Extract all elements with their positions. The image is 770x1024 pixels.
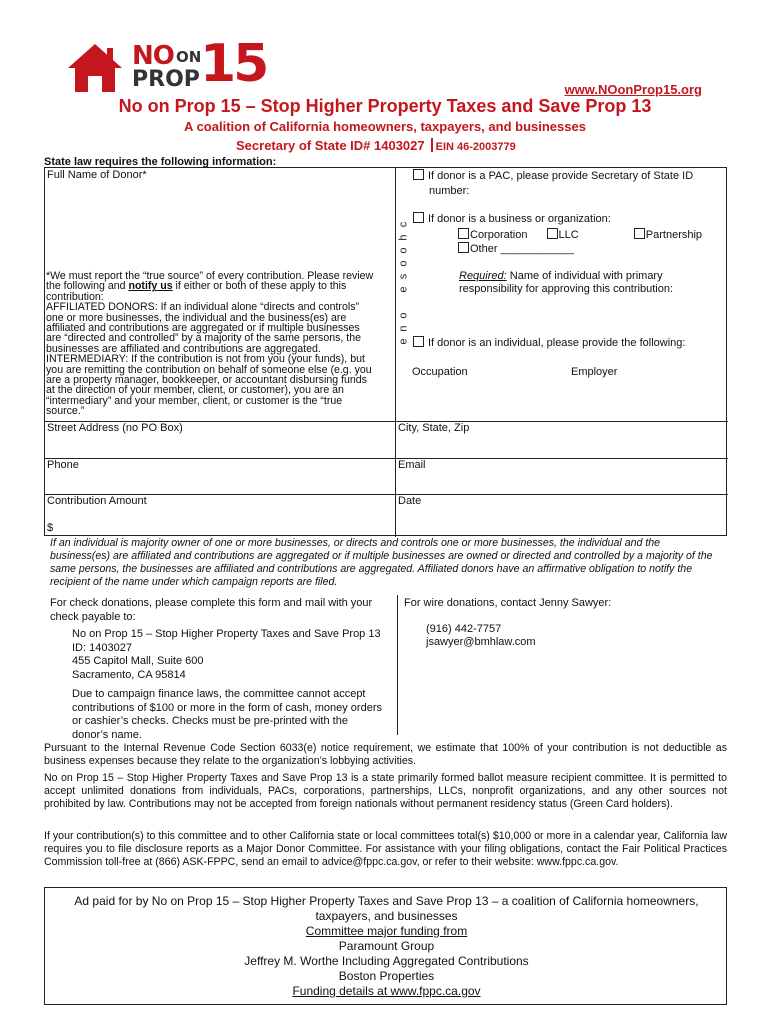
partnership-label: Partnership (645, 229, 703, 241)
phone-label: Phone (47, 459, 79, 471)
required-label: Required: (459, 270, 507, 282)
payment-divider (397, 595, 398, 735)
wire-donations: For wire donations, contact Jenny Sawyer: (916) 442-7757 jsawyer@bmhlaw.com (404, 597, 724, 650)
employer-label: Employer (571, 366, 618, 378)
individual-checkbox[interactable] (413, 336, 424, 347)
business-type-row (458, 228, 702, 242)
required-note (459, 270, 673, 296)
house-logo-icon (66, 42, 124, 94)
city-state-zip-field[interactable] (397, 436, 724, 456)
amount-field[interactable] (58, 520, 391, 535)
funding-details-link[interactable]: Funding details at www.fppc.ca.gov (292, 984, 481, 998)
row-divider (45, 494, 728, 495)
divider (431, 138, 433, 152)
other-row (458, 242, 574, 256)
page-title: No on Prop 15 – Stop Higher Property Taxes and Save Prop 13 (118, 96, 652, 116)
wire-phone: (916) 442-7757 (426, 622, 502, 635)
irs-notice: Pursuant to the Internal Revenue Code Section 6033(e) notice requirement, we estimate that 100% of your contribution is not deductible as business expenses because they relate to the organization’s lobbying activities. (44, 742, 727, 767)
row-divider (45, 458, 728, 459)
occupation-label: Occupation (412, 366, 468, 378)
disclosure-notice: If your contribution(s) to this committee and to other California state or local committees total(s) $10,000 or more in a calendar year, California law requires you to file disclosure reports as a Major Donor Committee. For assistance with your filing obligations, contact the Fair Political Practices Commission toll-free at (866) ASK-FPPC, send an email to advice@fppc.ca.gov, or refer to their website: www.fppc.ca.gov. (44, 830, 727, 868)
business-label: If donor is a business or organization: (428, 213, 611, 225)
date-field[interactable] (397, 509, 724, 535)
affiliated-note: If an individual is majority owner of one or more businesses, or directs and controls one or more businesses, the individual and the business(es) are affiliated and contributions are aggregated or if multiple businesses are owned or directed and controlled by a majority of the same persons, the businesses are affiliated and contributions are aggregated. Affiliated donors have an affirmative obligation to notify the recipient of the name under which campaign reports are filed. (50, 537, 713, 588)
email-field[interactable] (397, 473, 724, 491)
business-option (413, 212, 611, 226)
mailing-name: No on Prop 15 – Stop Higher Property Taxes and Save Prop 13 (72, 628, 381, 640)
dollar-sign: $ (47, 522, 54, 534)
sos-id: Secretary of State ID# 1403027 (236, 138, 425, 153)
llc-checkbox[interactable] (547, 228, 558, 239)
date-label: Date (398, 495, 422, 507)
business-checkbox[interactable] (413, 212, 424, 223)
individual-label: If donor is an individual, please provide the following: (428, 337, 686, 349)
other-label: Other (470, 243, 498, 255)
wire-email: jsawyer@bmhlaw.com (426, 636, 536, 648)
logo-number: 15 (200, 34, 267, 94)
required-text-cont: responsibility for approving this contribution: (459, 283, 674, 295)
city-state-zip-label: City, State, Zip (398, 422, 470, 434)
paid-for-disclaimer: Ad paid for by No on Prop 15 – Stop Higher Property Taxes and Save Prop 13 – a coalition of California homeowners, taxpayers, and businesses Committee major funding from Paramount Group Jeffrey M. Worthe Including Aggregated Contributions Boston Properties Funding details at www.fppc.ca.gov (44, 887, 727, 1005)
phone-field[interactable] (46, 473, 391, 491)
committee-notice: No on Prop 15 – Stop Higher Property Taxes and Save Prop 13 is a state primarily formed ballot measure recipient committee. It is permitted to accept unlimited donations from individuals, PACs, corporations, partnerships, LLCs, nonprofit organizations, and any other sources not prohibited by law. Contributions may not be accepted from foreign nationals without permanent residency status (Green Card holders). (44, 772, 727, 810)
pac-option (413, 169, 718, 199)
ein: EIN 46-2003779 (435, 141, 516, 153)
logo-prop-text: PROP (132, 67, 200, 92)
other-field[interactable]: ____________ (500, 243, 574, 255)
llc-label: LLC (558, 229, 579, 241)
true-source-notice: *We must report the “true source” of every contribution. Please review the following and notify us if either or both of these apply to this contribution: AFFILIATED DONORS: If an individual alone “directs and controls” one or more businesses, the individual and the business(es) are affiliated and contributions are aggregated or if multiple businesses are “directed and controlled” by a majority of the same persons, the businesses are affiliated and contributions are aggregated. INTERMEDIARY: If the contribution is not from you (your funds), but you are remitting the contribution on behalf of someone else (e.g. you are a property manager, bookkeeper, or accountant disbursing funds at the direction of your member, client, or customer), you are an “intermediary” and your member, client, or customer is the “true source.” (46, 270, 374, 418)
pac-label-cont: number: (429, 185, 470, 197)
column-divider (395, 168, 396, 537)
email-label: Email (398, 459, 426, 471)
individual-option (413, 336, 685, 349)
pac-label: If donor is a PAC, please provide Secretary of State ID (428, 170, 694, 182)
street-address-label: Street Address (no PO Box) (47, 422, 183, 434)
corporation-label: Corporation (470, 229, 528, 241)
id-line (236, 138, 516, 153)
street-address-field[interactable] (46, 436, 391, 456)
partnership-checkbox[interactable] (634, 228, 645, 239)
state-law-heading: State law requires the following information: (44, 156, 277, 168)
full-name-field[interactable] (46, 182, 391, 270)
page-subtitle: A coalition of California homeowners, taxpayers, and businesses (184, 119, 586, 134)
pac-checkbox[interactable] (413, 169, 424, 180)
logo-no-text: NO (132, 41, 174, 71)
logo-on-text: ON (176, 48, 202, 66)
required-text: Name of individual with primary (506, 270, 663, 282)
check-donations: For check donations, please complete this form and mail with your check payable to: No on Prop 15 – Stop Higher Property Taxes and Save Prop 13 ID: 1403027 455 Capitol Mall, Suite 600 Sacramento, CA 95814 Due to campaign finance laws, the committee cannot accept contributions of $100 or more in the form of cash, money orders or cashier’s checks. Checks must be pre-printed with the donor’s name. (50, 597, 395, 742)
corporation-checkbox[interactable] (458, 228, 469, 239)
full-name-label: Full Name of Donor* (47, 169, 147, 181)
choose-one-label: c h o o s e o n e (397, 221, 410, 345)
website-link[interactable]: www.NOonProp15.org (564, 82, 702, 97)
other-checkbox[interactable] (458, 242, 469, 253)
amount-label: Contribution Amount (47, 495, 147, 507)
